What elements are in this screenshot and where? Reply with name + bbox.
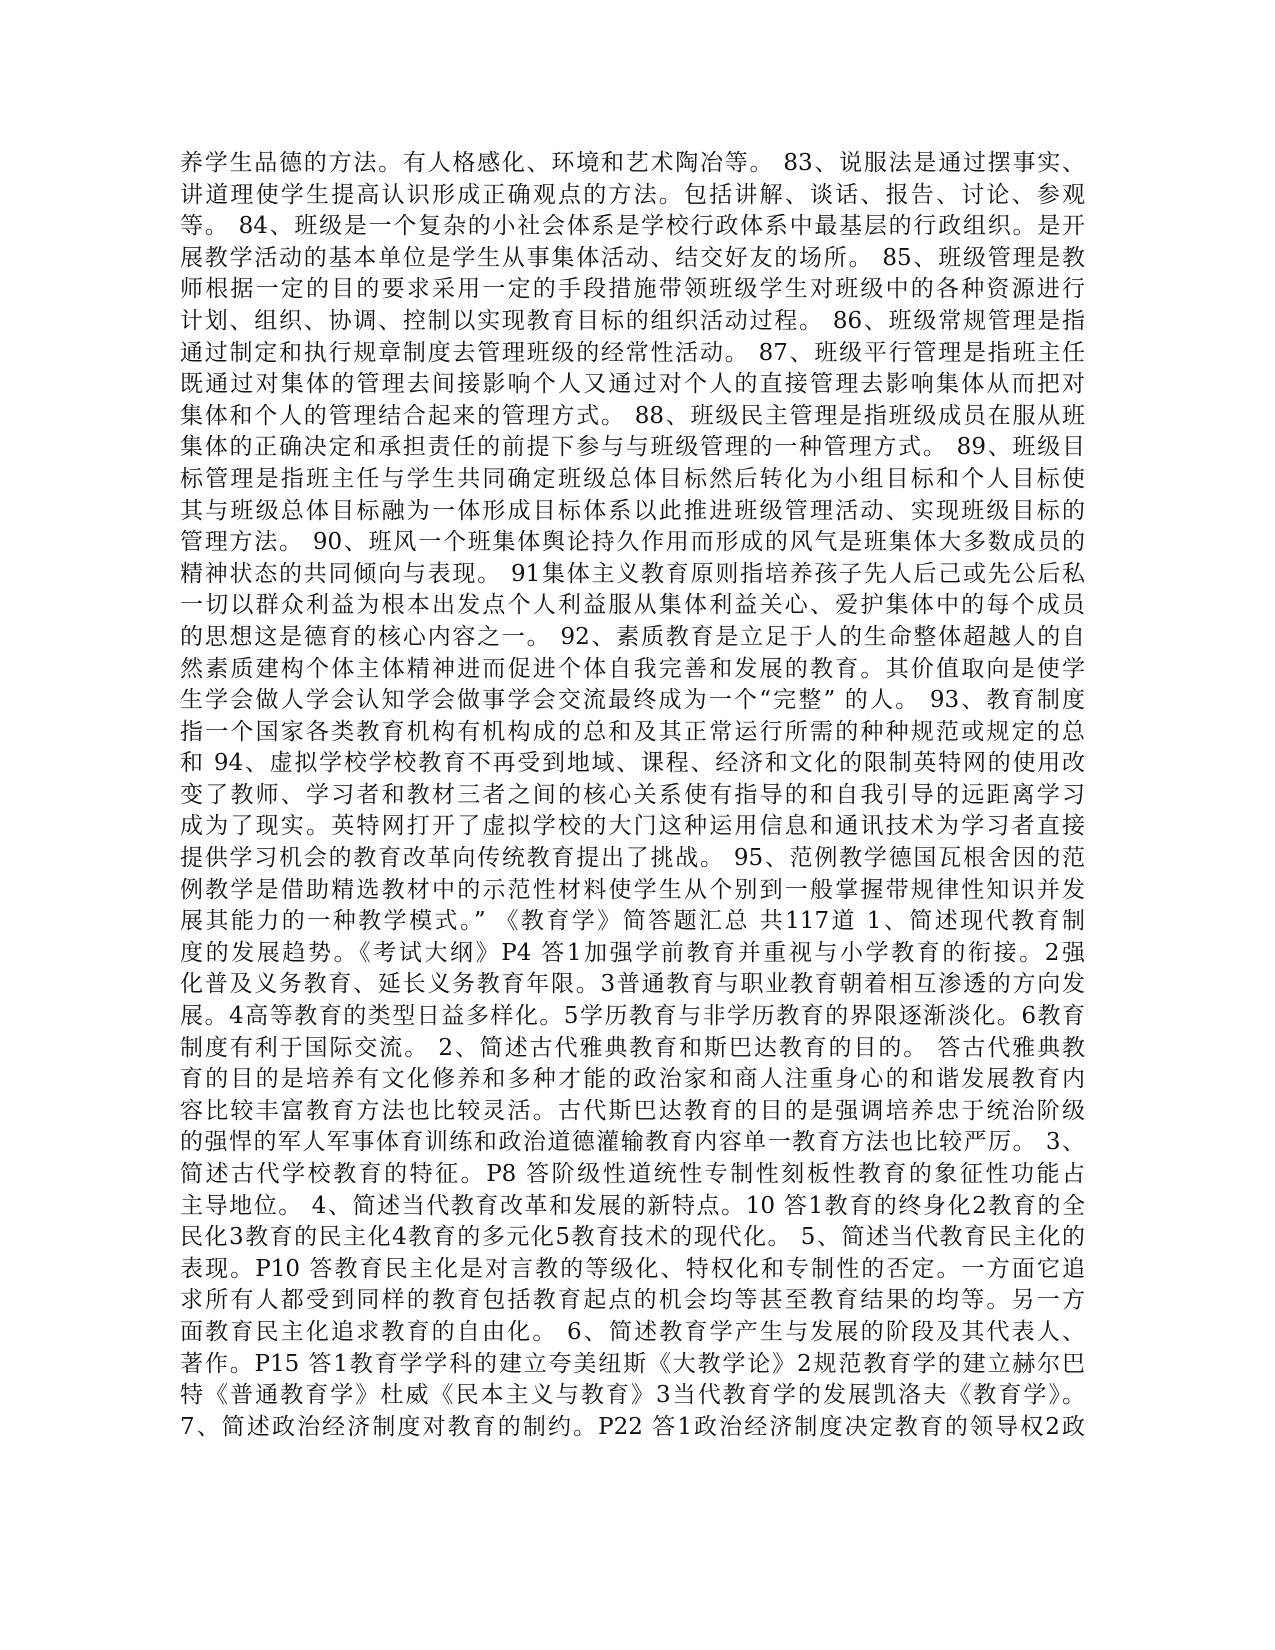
text-line-37: 求所有人都受到同样的教育包括教育起点的机会均等甚至教育结果的均等。另一方 — [180, 1287, 1085, 1314]
text-line-9: 集体和个人的管理结合起来的管理方式。 88、班级民主管理是指班级成员在服从班 — [180, 402, 1085, 429]
text-line-14: 精神状态的共同倾向与表现。 91集体主义教育原则指培养孩子先人后己或先公后私 — [180, 560, 1085, 587]
text-line-7: 通过制定和执行规章制度去管理班级的经常性活动。 87、班级平行管理是指班主任 — [180, 339, 1085, 366]
text-line-35: 民化3教育的民主化4教育的多元化5教育技术的现代化。 5、简述当代教育民主化的 — [180, 1224, 1085, 1251]
text-line-18: 生学会做人学会认知学会做事学会交流最终成为一个“完整” 的人。 93、教育制度 — [180, 687, 1085, 714]
text-line-28: 展。4高等教育的类型日益多样化。5学历教育与非学历教育的界限逐渐淡化。6教育 — [180, 1003, 1085, 1030]
text-line-3: 等。 84、班级是一个复杂的小社会体系是学校行政体系中最基层的行政组织。是开 — [180, 213, 1085, 240]
text-line-10: 集体的正确决定和承担责任的前提下参与与班级管理的一种管理方式。 89、班级目 — [180, 434, 1085, 461]
text-line-41: 7、简述政治经济制度对教育的制约。P22 答1政治经济制度决定教育的领导权2政 — [180, 1413, 1085, 1440]
text-line-13: 管理方法。 90、班风一个班集体舆论持久作用而形成的风气是班集体大多数成员的 — [180, 529, 1085, 556]
text-line-5: 师根据一定的目的要求采用一定的手段措施带领班级学生对班级中的各种资源进行 — [180, 276, 1085, 303]
text-line-20: 和 94、虚拟学校学校教育不再受到地域、课程、经济和文化的限制英特网的使用改 — [180, 750, 1085, 777]
text-line-25: 展其能力的一种教学模式。” 《教育学》简答题汇总 共117道 1、简述现代教育制 — [180, 908, 1085, 935]
text-line-29: 制度有利于国际交流。 2、简述古代雅典教育和斯巴达教育的目的。 答古代雅典教 — [180, 1034, 1085, 1061]
text-line-19: 指一个国家各类教育机构有机构成的总和及其正常运行所需的种种规范或规定的总 — [180, 718, 1085, 745]
text-line-8: 既通过对集体的管理去间接影响个人又通过对个人的直接管理去影响集体从而把对 — [180, 371, 1085, 398]
text-line-22: 成为了现实。英特网打开了虚拟学校的大门这种运用信息和通讯技术为学习者直接 — [180, 813, 1085, 840]
text-line-30: 育的目的是培养有文化修养和多种才能的政治家和商人注重身心的和谐发展教育内 — [180, 1066, 1085, 1093]
text-line-21: 变了教师、学习者和教材三者之间的核心关系使有指导的和自我引导的远距离学习 — [180, 781, 1085, 808]
text-line-32: 的强悍的军人军事体育训练和政治道德灌输教育内容单一教育方法也比较严厉。 3、 — [180, 1129, 1085, 1156]
document-page — [180, 148, 1085, 1443]
text-line-36: 表现。P10 答教育民主化是对言教的等级化、特权化和专制性的否定。一方面它追 — [180, 1255, 1085, 1282]
text-line-38: 面教育民主化追求教育的自由化。 6、简述教育学产生与发展的阶段及其代表人、 — [180, 1318, 1085, 1345]
text-line-12: 其与班级总体目标融为一体形成目标体系以此推进班级管理活动、实现班级目标的 — [180, 497, 1085, 524]
text-line-34: 主导地位。 4、简述当代教育改革和发展的新特点。10 答1教育的终身化2教育的全 — [180, 1192, 1085, 1219]
text-line-23: 提供学习机会的教育改革向传统教育提出了挑战。 95、范例教学德国瓦根舍因的范 — [180, 845, 1085, 872]
text-line-4: 展教学活动的基本单位是学生从事集体活动、结交好友的场所。 85、班级管理是教 — [180, 244, 1085, 271]
text-line-15: 一切以群众利益为根本出发点个人利益服从集体利益关心、爱护集体中的每个成员 — [180, 592, 1085, 619]
text-line-39: 著作。P15 答1教育学学科的建立夸美纽斯《大教学论》2规范教育学的建立赫尔巴 — [180, 1350, 1085, 1377]
text-line-24: 例教学是借助精选教材中的示范性材料使学生从个别到一般掌握带规律性知识并发 — [180, 876, 1085, 903]
text-line-2: 讲道理使学生提高认识形成正确观点的方法。包括讲解、谈话、报告、讨论、参观 — [180, 181, 1085, 208]
text-line-16: 的思想这是德育的核心内容之一。 92、素质教育是立足于人的生命整体超越人的自 — [180, 623, 1085, 650]
text-line-6: 计划、组织、协调、控制以实现教育目标的组织活动过程。 86、班级常规管理是指 — [180, 307, 1085, 334]
text-line-40: 特《普通教育学》杜威《民本主义与教育》3当代教育学的发展凯洛夫《教育学》。 — [180, 1382, 1085, 1409]
text-line-17: 然素质建构个体主体精神进而促进个体自我完善和发展的教育。其价值取向是使学 — [180, 655, 1085, 682]
text-line-33: 简述古代学校教育的特征。P8 答阶级性道统性专制性刻板性教育的象征性功能占 — [180, 1161, 1085, 1187]
text-line-26: 度的发展趋势。《考试大纲》P4 答1加强学前教育并重视与小学教育的衔接。2强 — [180, 939, 1085, 966]
text-line-1: 养学生品德的方法。有人格感化、环境和艺术陶冶等。 83、说服法是通过摆事实、 — [180, 150, 1085, 176]
text-line-27: 化普及义务教育、延长义务教育年限。3普通教育与职业教育朝着相互渗透的方向发 — [180, 971, 1085, 998]
text-line-11: 标管理是指班主任与学生共同确定班级总体目标然后转化为小组目标和个人目标使 — [180, 465, 1085, 492]
text-line-31: 容比较丰富教育方法也比较灵活。古代斯巴达教育的目的是强调培养忠于统治阶级 — [180, 1097, 1085, 1124]
